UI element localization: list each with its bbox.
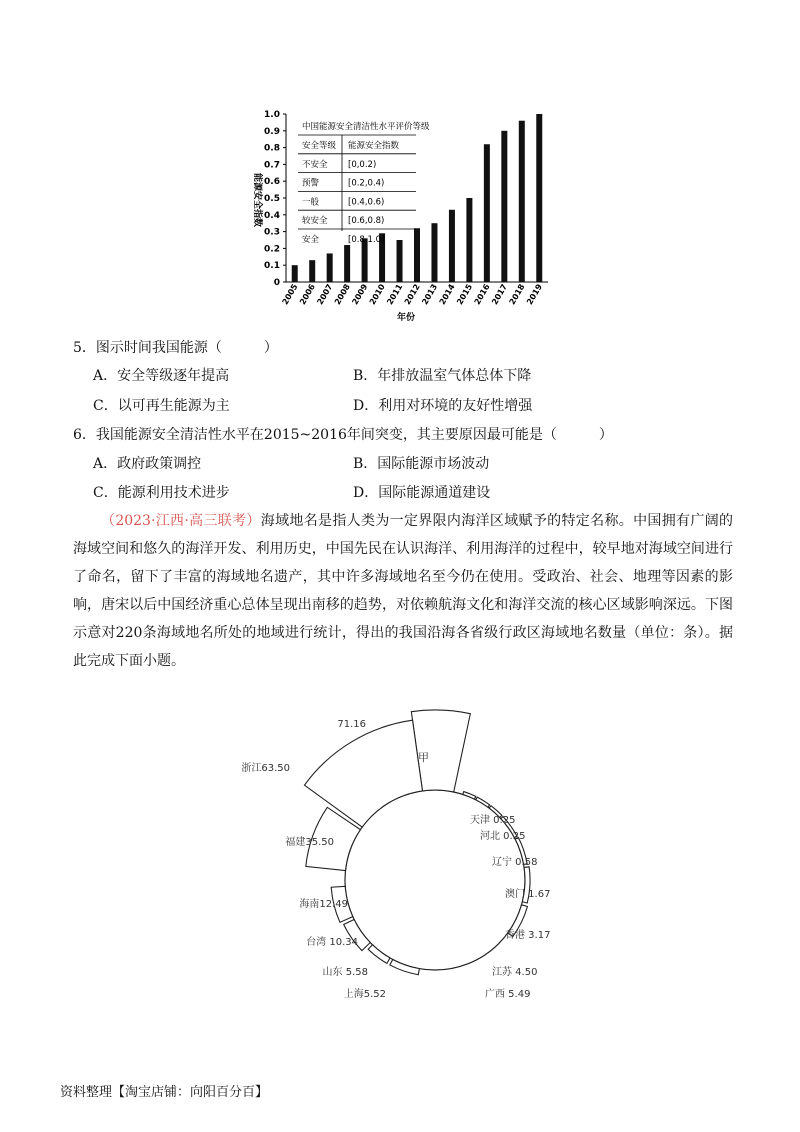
bar-2005 [292, 265, 298, 282]
x-tick-label-2011: 2011 [385, 282, 405, 307]
sector-inner-label: 甲 [418, 751, 429, 764]
x-tick-label-2009: 2009 [350, 282, 370, 307]
passage-source: （2023·江西·高三联考） [101, 513, 261, 529]
sector-上海 [390, 959, 420, 974]
y-tick-label: 1.0 [264, 110, 280, 120]
y-tick-label: 0.1 [264, 261, 280, 272]
x-tick-label-2018: 2018 [507, 282, 527, 307]
x-tick-label-2017: 2017 [490, 282, 510, 307]
table-grade-4: 安全 [302, 235, 320, 245]
x-tick-label-2013: 2013 [420, 282, 440, 307]
bar-2014 [449, 210, 455, 282]
y-tick-label: 0.5 [264, 194, 280, 204]
y-tick-label: 0.8 [264, 143, 280, 154]
sector-label-浙江: 浙江63.50 [241, 763, 290, 774]
sector-label-天津: 天津 0.25 [470, 815, 516, 826]
bar-2013 [431, 223, 437, 282]
x-tick-label-2006: 2006 [298, 282, 317, 307]
bar-2007 [327, 253, 333, 282]
sector-label-海南: 海南12.49 [299, 899, 348, 910]
y-tick-label: 0.4 [264, 210, 280, 221]
sector-浙江 [304, 720, 422, 827]
x-tick-label-2008: 2008 [332, 282, 352, 307]
table-grade-3: 较安全 [302, 216, 328, 227]
q6-option-a[interactable]: A．政府政策调控 [93, 456, 202, 472]
table-range-0: [0,0.2) [348, 159, 377, 170]
bar-2018 [519, 121, 525, 282]
q6-option-c[interactable]: C．能源利用技术进步 [93, 485, 230, 501]
q5-option-c[interactable]: C．以可再生能源为主 [93, 398, 230, 414]
bar-2015 [466, 198, 472, 282]
sea-place-names-polar-chart [230, 705, 570, 1015]
sector-label-河北: 河北 0.25 [480, 831, 526, 842]
passage-text: 海域地名是指人类为一定界限内海洋区域赋予的特定名称。中国拥有广阔的海域空间和悠久的海洋开发、利用历史，中国先民在认识海洋、利用海洋的过程中，较早地对海域空间进行了命名，留下了丰富的海域地名遗产，其中许多海域地名至今仍在使用。受政治、社会、地理等因素的影响，唐宋以后中国经济重心总体呈现出南移的趋势，对依赖航海文化和海洋交流的核心区域影响深远。下图示意对220条海域地名所处的地域进行统计，得出的我国沿海各省级行政区海域地名数量（单位：条）。据此完成下面小题。 [73, 513, 734, 669]
x-axis-label: 年份 [396, 313, 416, 323]
sector-label-甲: 71.16 [337, 719, 366, 730]
sector-label-澳门: 澳门 1.67 [505, 889, 551, 900]
x-tick-label-2016: 2016 [472, 282, 492, 307]
bar-2006 [309, 260, 315, 282]
bar-2012 [414, 228, 420, 282]
table-header-grade: 安全等级 [302, 141, 337, 151]
inset-table-title: 中国能源安全清洁性水平评价等级 [302, 122, 430, 132]
table-grade-0: 不安全 [302, 159, 328, 170]
sector-河北 [476, 797, 490, 807]
bar-2017 [501, 131, 507, 282]
x-tick-label-2007: 2007 [315, 282, 335, 307]
x-tick-label-2015: 2015 [455, 282, 475, 307]
q5-option-b[interactable]: B．年排放温室气体总体下降 [353, 368, 532, 384]
q6-option-d[interactable]: D．国际能源通道建设 [353, 485, 491, 501]
table-range-3: [0.6,0.8) [348, 216, 385, 227]
x-tick-label-2012: 2012 [402, 282, 422, 307]
footer-note: 资料整理【淘宝店铺：向阳百分百】 [60, 1085, 269, 1100]
table-grade-2: 一般 [302, 197, 320, 208]
question-5-stem: 5．图示时间我国能源（ ） [73, 340, 278, 356]
sector-label-广西: 广西 5.49 [485, 989, 531, 1000]
bar-2011 [397, 240, 403, 282]
y-tick-label: 0.6 [264, 177, 280, 188]
table-header-index: 能源安全指数 [348, 141, 400, 151]
y-tick-label: 0.9 [264, 126, 280, 137]
y-tick-label: 0 [273, 278, 280, 288]
sector-label-山东: 山东 5.58 [322, 967, 368, 978]
sector-天津 [463, 792, 476, 800]
table-range-1: [0.2,0.4) [348, 178, 385, 189]
sector-label-台湾: 台湾 10.34 [306, 937, 358, 948]
sector-label-上海: 上海5.52 [343, 989, 386, 1000]
passage [73, 507, 733, 675]
question-6-stem: 6．我国能源安全清洁性水平在2015~2016年间突变，其主要原因最可能是（ ） [73, 427, 613, 443]
y-tick-label: 0.3 [264, 227, 280, 238]
bar-2008 [344, 245, 350, 282]
q5-option-a[interactable]: A．安全等级逐年提高 [93, 368, 230, 384]
q6-option-b[interactable]: B．国际能源市场波动 [353, 456, 490, 472]
bar-2019 [536, 114, 542, 282]
table-grade-1: 预警 [302, 178, 320, 189]
sector-label-辽宁: 辽宁 0.58 [492, 857, 538, 868]
table-range-4: [0.8,1.0] [348, 235, 385, 245]
x-tick-label-2010: 2010 [367, 282, 387, 307]
x-tick-label-2005: 2005 [280, 282, 300, 307]
y-tick-label: 0.2 [264, 244, 280, 255]
energy-security-bar-chart [240, 100, 560, 325]
x-tick-label-2019: 2019 [525, 282, 544, 307]
y-axis-label: 能源安全指数 [252, 172, 262, 228]
sector-label-福建: 福建35.50 [285, 837, 334, 848]
sector-label-香港: 香港 3.17 [505, 930, 551, 941]
table-range-2: [0.4,0.6) [348, 197, 385, 208]
x-tick-label-2014: 2014 [437, 282, 457, 307]
bar-2016 [484, 144, 490, 282]
y-tick-label: 0.7 [264, 160, 280, 171]
sector-山东 [368, 945, 390, 964]
sector-label-江苏: 江苏 4.50 [492, 967, 538, 978]
q5-option-d[interactable]: D．利用对环境的友好性增强 [353, 398, 533, 414]
